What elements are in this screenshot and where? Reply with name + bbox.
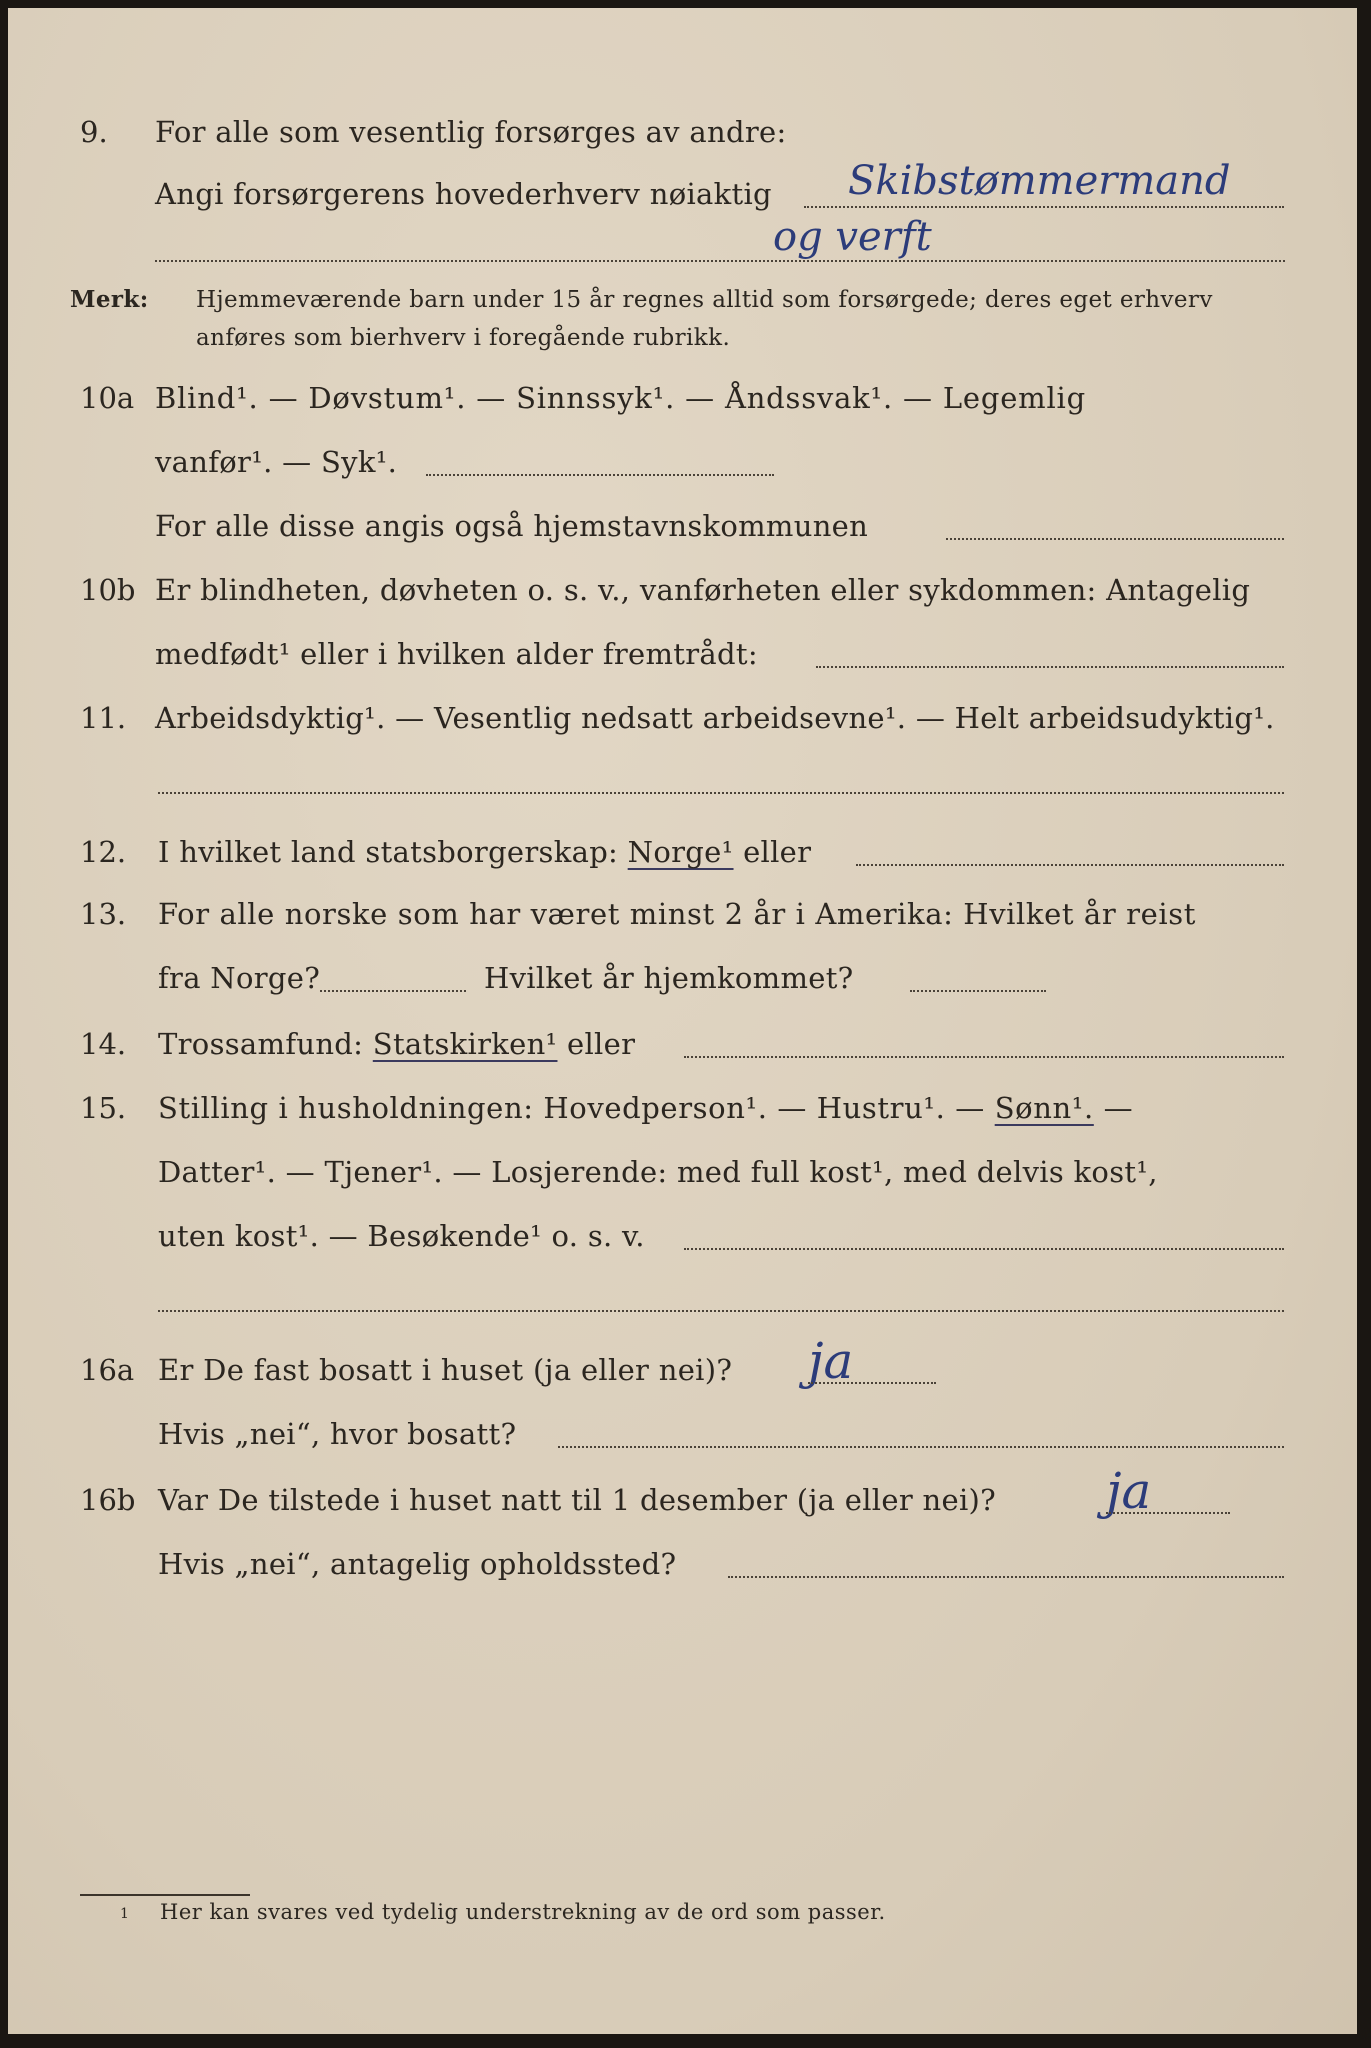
q13-year-left-line <box>320 990 466 992</box>
q15-row-4 <box>8 1270 1357 1320</box>
merk-label: Merk: <box>70 286 149 313</box>
q10a-hometown-line <box>946 538 1284 540</box>
q14-underlined-answer: Statskirken¹ <box>372 1027 558 1061</box>
q9-number: 9. <box>80 115 108 149</box>
q11-line-1: Arbeidsdyktig¹. — Vesentlig nedsatt arbeidsevne¹. — Helt arbeidsudyktig¹. <box>155 701 1275 735</box>
q16b-row-1 <box>8 1462 1357 1528</box>
q9-row-3 <box>8 214 1357 270</box>
q15-line-1a: Stilling i husholdningen: Hovedperson¹. — Hustru¹. — <box>158 1091 985 1125</box>
q12-underlined-answer: Norge¹ <box>627 835 734 869</box>
footnote-mark: 1 <box>120 1906 129 1922</box>
q10a-row-3 <box>8 504 1357 554</box>
q13-line-2b: Hvilket år hjemkommet? <box>484 961 854 995</box>
q10a-line-2: vanfør¹. — Syk¹. <box>155 445 398 479</box>
q10b-answer-line <box>816 666 1284 668</box>
q12-row <box>8 830 1357 880</box>
q10b-row-1 <box>8 568 1357 618</box>
q16b-answer-line <box>1106 1512 1230 1514</box>
q12-prefix: I hvilket land statsborgerskap: <box>158 835 619 869</box>
q10a-number: 10a <box>80 381 135 415</box>
q9-handwritten-answer-1: Skibstømmermand <box>848 158 1231 204</box>
q10a-answer-line <box>426 474 774 476</box>
q16a-answer-line <box>808 1382 936 1384</box>
footnote-rule <box>80 1894 250 1896</box>
census-form-page <box>8 8 1357 2034</box>
q11-answer-line <box>158 792 1284 794</box>
q16b-row-2 <box>8 1542 1357 1592</box>
q13-year-returned-line <box>910 990 1046 992</box>
q14-answer-line <box>684 1056 1284 1058</box>
q9-answer-line-1 <box>804 206 1284 208</box>
q10b-row-2 <box>8 632 1357 682</box>
q12-answer-line <box>856 864 1284 866</box>
q9-line-2: Angi forsørgerens hovederhverv nøiaktig <box>155 177 772 211</box>
q10a-row-2 <box>8 440 1357 490</box>
q16b-handwritten-answer: ja <box>1106 1462 1152 1520</box>
q15-line-2: Datter¹. — Tjener¹. — Losjerende: med full kost¹, med delvis kost¹, <box>158 1155 1158 1189</box>
q9-row-1 <box>8 110 1357 160</box>
q16a-residence-line <box>558 1446 1284 1448</box>
q11-row-1 <box>8 696 1357 746</box>
q16a-handwritten-answer: ja <box>808 1332 854 1390</box>
q9-row-2 <box>8 158 1357 222</box>
q16b-whereabouts-line <box>728 1576 1284 1578</box>
q10b-number: 10b <box>80 573 136 607</box>
q16b-number: 16b <box>80 1483 136 1517</box>
q11-number: 11. <box>80 701 127 735</box>
q15-number: 15. <box>80 1091 127 1125</box>
q15-line-3: uten kost¹. — Besøkende¹ o. s. v. <box>158 1219 645 1253</box>
q11-row-2 <box>8 752 1357 802</box>
q16a-row-1 <box>8 1332 1357 1398</box>
q13-row-2 <box>8 956 1357 1006</box>
q15-answer-line <box>684 1248 1284 1250</box>
q14-row <box>8 1022 1357 1072</box>
q13-row-1 <box>8 892 1357 942</box>
q9-line-1: For alle som vesentlig forsørges av andre: <box>155 115 787 149</box>
q13-line-1: For alle norske som har været minst 2 år i Amerika: Hvilket år reist <box>158 897 1196 931</box>
q13-number: 13. <box>80 897 127 931</box>
q16a-line-1: Er De fast bosatt i huset (ja eller nei)? <box>158 1353 733 1387</box>
q16a-row-2 <box>8 1412 1357 1462</box>
q9-answer-line-2 <box>155 260 1285 262</box>
q15-underlined-answer: Sønn¹. <box>994 1091 1094 1125</box>
q15-row-1 <box>8 1086 1357 1136</box>
q15-row-3 <box>8 1214 1357 1264</box>
q14-suffix: eller <box>567 1027 636 1061</box>
q15-line-1 <box>158 1086 1133 1130</box>
merk-line-1: Hjemmeværende barn under 15 år regnes alltid som forsørgede; deres eget erhverv <box>196 287 1213 313</box>
q10a-line-1: Blind¹. — Døvstum¹. — Sinnssyk¹. — Åndssvak¹. — Legemlig <box>155 381 1086 415</box>
q16b-line-1: Var De tilstede i huset natt til 1 desember (ja eller nei)? <box>158 1483 996 1517</box>
q10b-line-2: medfødt¹ eller i hvilken alder fremtrådt: <box>155 637 758 671</box>
q15-line-1c: — <box>1103 1091 1134 1125</box>
q16b-line-2: Hvis „nei“, antagelig opholdssted? <box>158 1547 677 1581</box>
q16a-line-2: Hvis „nei“, hvor bosatt? <box>158 1417 517 1451</box>
q13-line-2a: fra Norge? <box>158 961 321 995</box>
q14-number: 14. <box>80 1027 127 1061</box>
footnote-text: Her kan svares ved tydelig understrekning av de ord som passer. <box>160 1900 886 1924</box>
q12-number: 12. <box>80 835 127 869</box>
q9-handwritten-answer-2: og verft <box>773 214 932 260</box>
q12-line <box>158 830 811 874</box>
q14-prefix: Trossamfund: <box>158 1027 364 1061</box>
q12-suffix: eller <box>743 835 812 869</box>
q15-row-2 <box>8 1150 1357 1200</box>
merk-line-2: anføres som bierhverv i foregående rubrikk. <box>196 325 731 351</box>
q14-line <box>158 1022 635 1066</box>
q16a-number: 16a <box>80 1353 135 1387</box>
q10b-line-1: Er blindheten, døvheten o. s. v., vanførheten eller sykdommen: Antagelig <box>155 573 1251 607</box>
q10a-line-3: For alle disse angis også hjemstavnskommunen <box>155 509 869 543</box>
q10a-row-1 <box>8 376 1357 426</box>
q15-extra-line <box>158 1310 1284 1312</box>
merk-row-2 <box>8 320 1357 370</box>
